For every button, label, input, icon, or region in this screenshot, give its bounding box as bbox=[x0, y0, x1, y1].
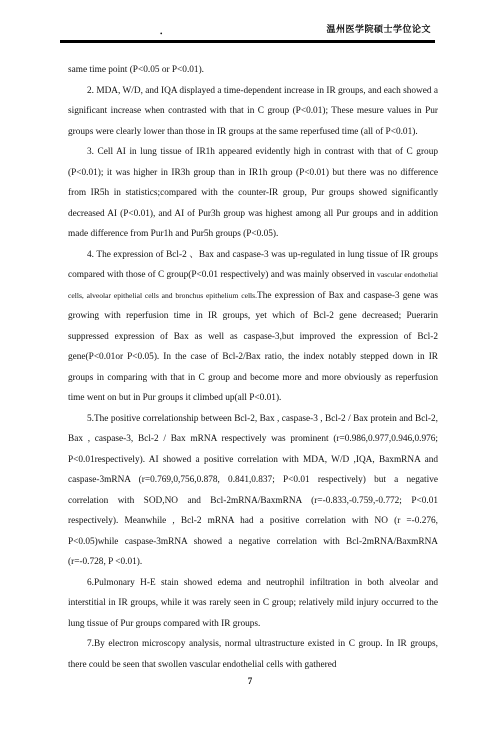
paragraph-4-part-a: 4. The expression of Bcl-2 、Bax and caspase-3 was up-regulated in lung tissue of IR groups compared with those of C group(P<0.01 respectively) and was mainly observed in bbox=[68, 249, 438, 280]
document-body bbox=[68, 60, 438, 675]
paragraph-6: 6.Pulmonary H-E stain showed edema and neutrophil infiltration in both alveolar and interstitial in IR groups, while it was rarely seen in C group; relatively mild injury occurred to the lung tissue of Pur groups compared with IR groups. bbox=[68, 577, 438, 629]
paragraph-4-part-b: vascular endothelial cells, alveolar epithelial cells and bronchus epithelium cells. bbox=[68, 270, 439, 300]
paragraph-4-part-c: The expression of Bax and caspase-3 gene was growing with reperfusion time in IR groups, yet which of Bcl-2 gene decreased; Puerarin suppressed expression of Bax as well as caspase-3,but improved the expression of Bcl-2 gene(P<0.01or P<0.05). In the case of Bcl-2/Bax ratio, the index notably stepped down in IR groups in comparing with that in C group and become more and more obviously as reperfusion time went on but in Pur groups it climbed up(all P<0.01). bbox=[68, 290, 438, 403]
header-rule bbox=[60, 42, 435, 43]
paragraph-3: 3. Cell AI in lung tissue of IR1h appeared evidently high in contrast with that of C group (P<0.01); it was higher in IR3h group than in IR1h group (P<0.01) but there was no difference from IR5h in statistics;compared with the counter-IR group, Pur groups showed significantly decreased AI (P<0.01), and AI of Pur3h group was highest among all Pur groups and in addition made difference from Pur1h and Pur5h groups (P<0.05). bbox=[68, 147, 438, 239]
page-header bbox=[60, 18, 435, 42]
paragraph-2: 2. MDA, W/D, and IQA displayed a time-dependent increase in IR groups, and each showed a significant increase when contrasted with that in C group (P<0.01); These mesure values in Pur groups were clearly lower than those in IR groups at the same reperfused time (all of P<0.01). bbox=[68, 85, 438, 137]
paragraph-continuation: same time point (P<0.05 or P<0.01). bbox=[68, 65, 204, 75]
paragraph-4 bbox=[68, 245, 438, 409]
header-dot: • bbox=[160, 30, 163, 38]
paragraph-5: 5.The positive correlationship between Bcl-2, Bax , caspase-3 , Bcl-2 / Bax protein and Bcl-2, Bax , caspase-3, Bcl-2 / Bax mRNA respectively was prominent (r=0.986,0.977,0.946,0.976; P<0.01respectively). AI showed a positive correlation with MDA, W/D ,IQA, BaxmRNA and caspase-3mRNA (r=0.769,0,756,0.878, 0.841,0.837; P<0.01 respectively) but a negative correlation with SOD,NO and Bcl-2mRNA/BaxmRNA (r=-0.833,-0.759,-0.772; P<0.01 respectively). Meanwhile , Bcl-2 mRNA had a positive correlation with NO (r =-0.276, P<0.05)while caspase-3mRNA showed a negative correlation with Bcl-2mRNA/BaxmRNA (r=-0.728, P <0.01). bbox=[68, 413, 438, 567]
page-number: 7 bbox=[247, 676, 253, 686]
paragraph-7: 7.By electron microscopy analysis, normal ultrastructure existed in C group. In IR groups, there could be seen that swollen vascular endothelial cells with gathered bbox=[68, 639, 438, 670]
header-title: 温州医学院硕士学位论文 bbox=[326, 24, 431, 34]
